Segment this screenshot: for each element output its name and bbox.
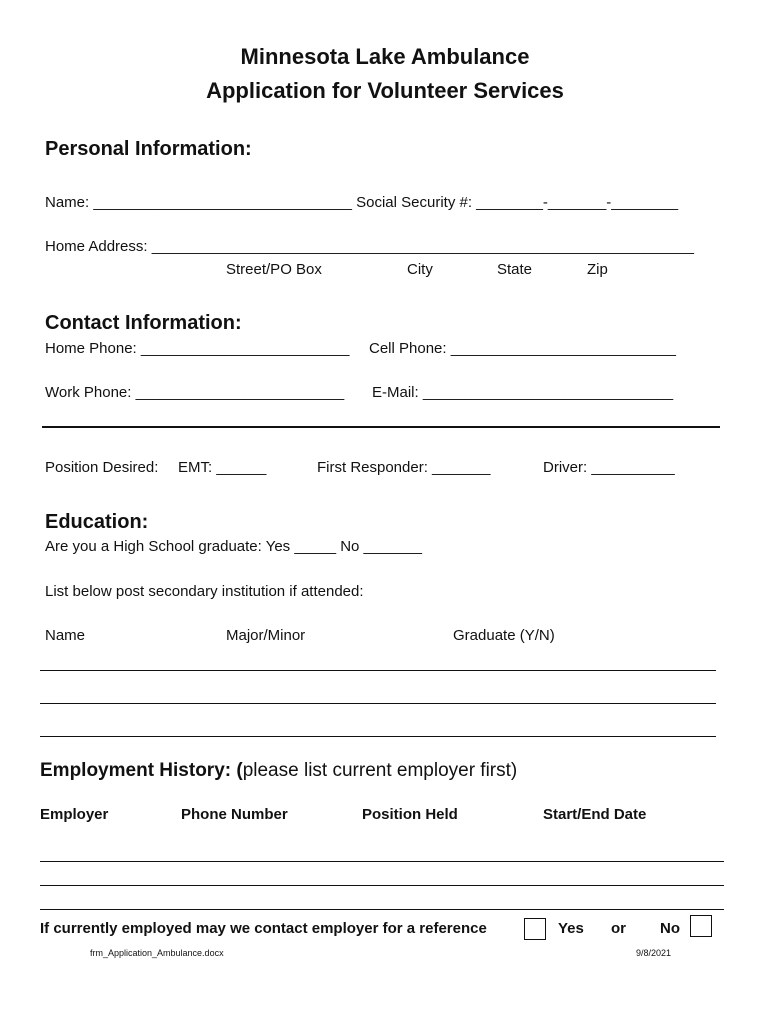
post-secondary-instruction: List below post secondary institution if attended: xyxy=(45,583,364,600)
personal-heading: Personal Information: xyxy=(45,138,252,160)
reference-or-label: or xyxy=(611,920,626,937)
work-phone-line: Work Phone: _________________________ xyxy=(45,384,345,401)
reference-no-checkbox[interactable] xyxy=(690,915,712,937)
reference-question: If currently employed may we contact employer for a reference xyxy=(40,920,487,937)
email-line: E-Mail: ______________________________ xyxy=(372,384,674,401)
emt-line: EMT: ______ xyxy=(178,459,267,476)
education-col-name: Name xyxy=(45,627,86,644)
cell-phone-line: Cell Phone: ___________________________ xyxy=(369,340,676,357)
home-phone-line: Home Phone: _________________________ xyxy=(45,340,350,357)
education-col-major: Major/Minor xyxy=(226,627,306,644)
org-title: Minnesota Lake Ambulance xyxy=(240,44,530,69)
employment-col-position: Position Held xyxy=(362,806,458,823)
employment-col-phone: Phone Number xyxy=(181,806,288,823)
contact-heading: Contact Information: xyxy=(45,312,242,334)
reference-yes-checkbox[interactable] xyxy=(524,918,546,940)
zip-label: Zip xyxy=(587,261,608,278)
driver-line: Driver: __________ xyxy=(543,459,675,476)
employment-heading-bold: Employment History: ( xyxy=(40,760,243,781)
footer-date: 9/8/2021 xyxy=(636,948,672,958)
name-ssn-line: Name: _______________________________ Social Security #: ________-_______-________ xyxy=(45,194,679,211)
employment-entry-line xyxy=(40,861,724,862)
education-entry-line xyxy=(40,703,716,704)
employment-heading xyxy=(40,760,517,782)
employment-col-dates: Start/End Date xyxy=(543,806,647,823)
education-entry-line xyxy=(40,670,716,671)
employment-col-employer: Employer xyxy=(40,806,109,823)
education-col-graduate: Graduate (Y/N) xyxy=(453,627,555,644)
footer-filename: frm_Application_Ambulance.docx xyxy=(90,948,224,958)
section-divider xyxy=(42,426,720,428)
street-label: Street/PO Box xyxy=(226,261,322,278)
employment-heading-note: please list current employer first) xyxy=(242,760,518,781)
employment-entry-line xyxy=(40,909,724,910)
home-address-line: Home Address: _________________________________________________________________ xyxy=(45,238,694,255)
position-label: Position Desired: xyxy=(45,459,159,476)
education-heading: Education: xyxy=(45,511,149,533)
first-responder-line: First Responder: _______ xyxy=(317,459,491,476)
city-label: City xyxy=(407,261,433,278)
state-label: State xyxy=(497,261,533,278)
reference-no-label: No xyxy=(660,920,680,937)
form-title: Application for Volunteer Services xyxy=(206,78,564,103)
education-entry-line xyxy=(40,736,716,737)
hs-graduate-question: Are you a High School graduate: Yes _____ No _______ xyxy=(45,538,422,555)
employment-entry-line xyxy=(40,885,724,886)
reference-yes-label: Yes xyxy=(558,920,584,937)
